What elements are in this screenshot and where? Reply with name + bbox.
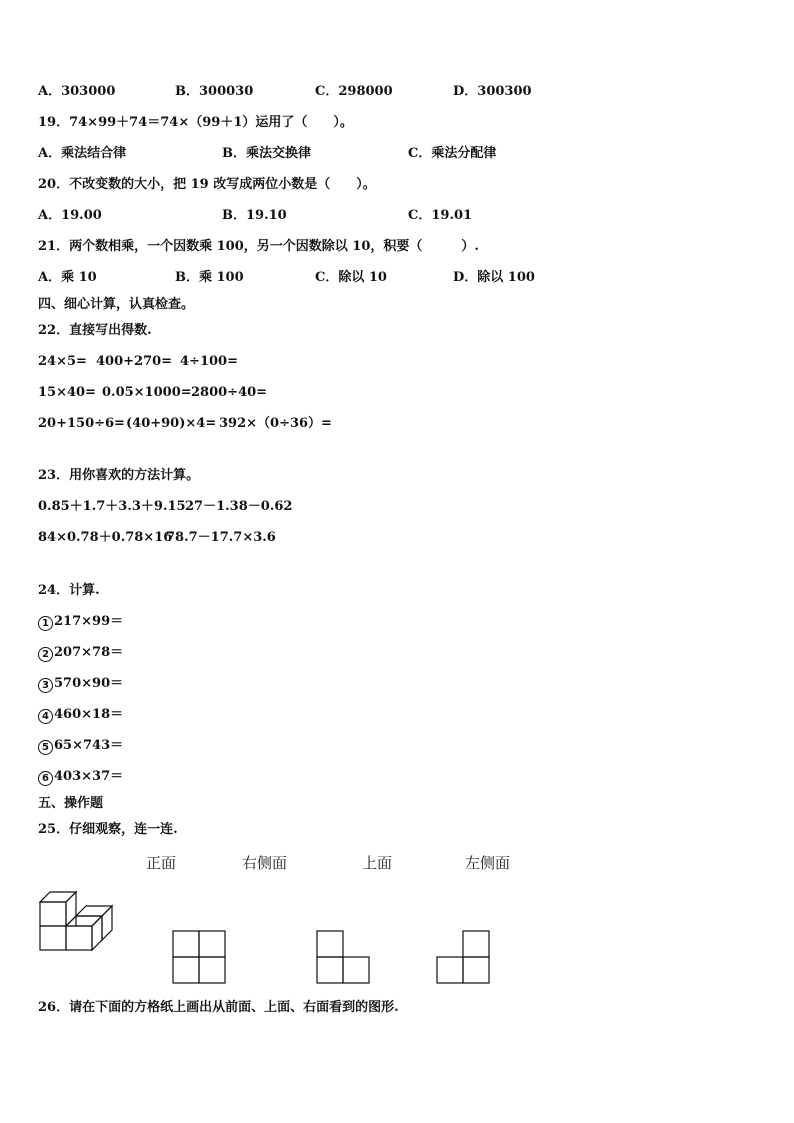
view-option-l-shape-left — [316, 930, 372, 986]
q24-expr: 65×743＝ — [54, 738, 124, 753]
q24-expr: 570×90＝ — [54, 676, 124, 691]
view-label-top: 上面 — [362, 854, 393, 872]
q24-item — [38, 738, 123, 755]
q22-expr: 2800÷40= — [191, 385, 268, 400]
q22-expr: 24×5= — [38, 354, 87, 369]
view-option-l-shape-right — [436, 930, 492, 986]
view-option-square-grid — [172, 930, 228, 986]
q24-item — [38, 707, 123, 724]
cube-stack-figure — [36, 884, 122, 954]
view-label-right: 右侧面 — [242, 854, 288, 872]
q24-item — [38, 614, 123, 631]
q25-stem: 25．仔细观察，连一连. — [38, 822, 178, 837]
q24-expr: 403×37＝ — [54, 769, 124, 784]
q22-expr: 392×（0÷36）= — [219, 416, 332, 431]
q23-stem: 23．用你喜欢的方法计算。 — [38, 468, 200, 483]
circled-number: 1 — [38, 616, 53, 631]
q19-option-a: A．乘法结合律 — [38, 146, 127, 161]
q18-option-d: D．300300 — [453, 84, 532, 99]
q24-expr: 217×99＝ — [54, 614, 124, 629]
q23-expr: 27－1.38－0.62 — [185, 499, 293, 514]
q21-option-a: A．乘 10 — [38, 270, 97, 285]
q26-stem: 26．请在下面的方格纸上画出从前面、上面、右面看到的图形. — [38, 1000, 399, 1015]
q21-option-b: B．乘 100 — [175, 270, 244, 285]
q22-expr: (40+90)×4= — [126, 416, 217, 431]
q22-expr: 15×40= — [38, 385, 96, 400]
q24-expr: 207×78＝ — [54, 645, 124, 660]
q22-expr: 4÷100= — [180, 354, 238, 369]
q20-option-c: C．19.01 — [408, 208, 473, 223]
q18-option-b: B．300030 — [175, 84, 254, 99]
q19-option-b: B．乘法交换律 — [222, 146, 311, 161]
q18-option-c: C．298000 — [315, 84, 393, 99]
q22-stem: 22．直接写出得数. — [38, 323, 152, 338]
circled-number: 2 — [38, 647, 53, 662]
q21-option-d: D．除以 100 — [453, 270, 535, 285]
circled-number: 4 — [38, 709, 53, 724]
q23-expr: 0.85＋1.7＋3.3＋9.15 — [38, 499, 186, 514]
section-5-heading: 五、操作题 — [38, 796, 104, 811]
circled-number: 6 — [38, 771, 53, 786]
q24-item — [38, 676, 123, 693]
view-label-front: 正面 — [146, 854, 177, 872]
q22-expr: 0.05×1000= — [102, 385, 192, 400]
q20-option-a: A．19.00 — [38, 208, 102, 223]
q21-stem: 21．两个数相乘，一个因数乘 100，另一个因数除以 10，积要（ ）. — [38, 239, 479, 254]
q22-expr: 400+270= — [96, 354, 173, 369]
q23-expr: 84×0.78＋0.78×16 — [38, 530, 173, 545]
circled-number: 5 — [38, 740, 53, 755]
q23-expr: 78.7－17.7×3.6 — [166, 530, 276, 545]
q24-stem: 24．计算. — [38, 583, 100, 598]
q20-option-b: B．19.10 — [222, 208, 287, 223]
q24-item — [38, 769, 123, 786]
q22-expr: 20+150÷6= — [38, 416, 125, 431]
q18-option-a: A．303000 — [38, 84, 116, 99]
q24-expr: 460×18＝ — [54, 707, 124, 722]
q24-item — [38, 645, 123, 662]
q19-option-c: C．乘法分配律 — [408, 146, 497, 161]
view-label-left: 左侧面 — [465, 854, 511, 872]
q20-stem: 20．不改变数的大小，把 19 改写成两位小数是（ ）。 — [38, 177, 376, 192]
q19-stem: 19．74×99＋74＝74×（99＋1）运用了（ ）。 — [38, 115, 353, 130]
q21-option-c: C．除以 10 — [315, 270, 387, 285]
section-4-heading: 四、细心计算，认真检查。 — [38, 297, 195, 312]
circled-number: 3 — [38, 678, 53, 693]
